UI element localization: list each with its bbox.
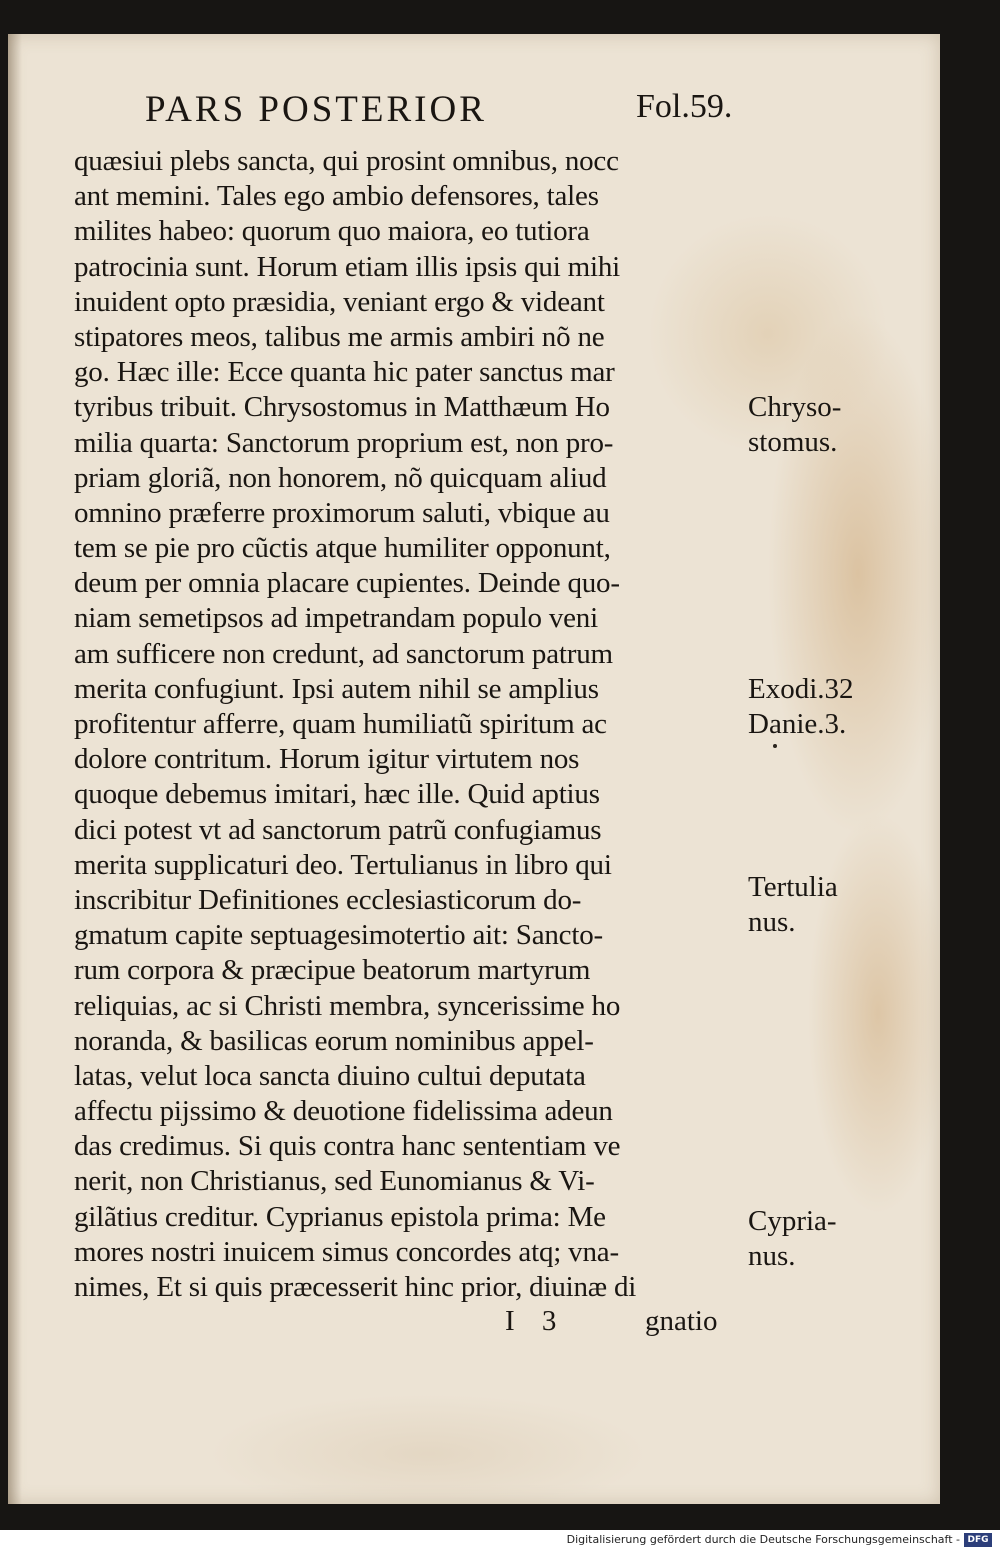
margin-note-line: Cypria- <box>748 1205 837 1237</box>
margin-note-line: nus. <box>748 906 796 939</box>
text-line: das credimus. Si quis contra hanc sententiam ve <box>74 1130 621 1163</box>
margin-note-line: Tertulia <box>748 871 838 903</box>
text-line: inscribitur Definitiones ecclesiasticorum do- <box>74 883 582 916</box>
text-line: ant memini. Tales ego ambio defensores, tales <box>74 180 599 213</box>
margin-note-exodi-danie <box>748 672 854 742</box>
text-line: omnino præferre proximorum saluti, vbique au <box>74 496 610 529</box>
text-line: stipatores meos, talibus me armis ambiri nõ ne <box>74 320 605 353</box>
funding-credit: Digitalisierung gefördert durch die Deutsche Forschungsgemeinschaft - <box>566 1533 960 1546</box>
text-line: gmatum capite septuagesimotertio ait: Sancto- <box>74 919 603 952</box>
margin-note-line: stomus. <box>748 426 838 459</box>
text-line: tyribus tribuit. Chrysostomus in Matthæum Ho <box>74 391 610 424</box>
margin-note-chrysostomus <box>748 390 841 460</box>
catchword: gnatio <box>645 1305 718 1337</box>
text-line: merita supplicaturi deo. Tertulianus in libro qui <box>74 848 612 881</box>
margin-note-cyprianus <box>748 1204 837 1274</box>
text-line: go. Hæc ille: Ecce quanta hic pater sanctus mar <box>74 356 615 389</box>
text-line: rum corpora & præcipue beatorum martyrum <box>74 954 591 987</box>
ink-speck <box>773 744 777 748</box>
text-line: tem se pie pro cũctis atque humiliter opponunt, <box>74 532 611 565</box>
text-line: affectu pijssimo & deuotione fidelissima adeun <box>74 1095 613 1128</box>
text-line: quæsiui plebs sancta, qui prosint omnibus, nocc <box>74 145 619 177</box>
folio-number: Fol.59. <box>636 88 733 125</box>
text-line: dici potest vt ad sanctorum patrũ confugiamus <box>74 813 602 846</box>
margin-note-line: Exodi.32 <box>748 673 854 705</box>
text-line: priam gloriã, non honorem, nõ quicquam aliud <box>74 461 607 494</box>
margin-note-line: Danie.3. <box>748 708 847 741</box>
text-line: dolore contritum. Horum igitur virtutem nos <box>74 743 580 776</box>
text-line: nerit, non Christianus, sed Eunomianus & Vi- <box>74 1165 595 1198</box>
text-line: mores nostri inuicem simus concordes atq; vna- <box>74 1235 619 1268</box>
text-line: gilãtius creditur. Cyprianus epistola prima: Me <box>74 1200 606 1233</box>
margin-note-tertulianus <box>748 870 838 940</box>
page-binding-shadow <box>8 34 22 1504</box>
text-line: am sufficere non credunt, ad sanctorum patrum <box>74 637 613 670</box>
text-line: inuident opto præsidia, veniant ergo & videant <box>74 285 605 318</box>
text-line: profitentur afferre, quam humiliatũ spiritum ac <box>74 708 607 740</box>
text-line: milia quarta: Sanctorum proprium est, non pro- <box>74 426 614 459</box>
text-line: latas, velut loca sancta diuino cultui deputata <box>74 1059 586 1092</box>
text-line: merita confugiunt. Ipsi autem nihil se amplius <box>74 672 599 705</box>
text-line: noranda, & basilicas eorum nominibus appel- <box>74 1024 594 1057</box>
signature-mark: I 3 <box>505 1305 567 1337</box>
margin-note-line: nus. <box>748 1240 796 1273</box>
margin-note-line: Chryso- <box>748 391 842 423</box>
dfg-logo: DFG <box>964 1533 992 1547</box>
text-line: milites habeo: quorum quo maiora, eo tutiora <box>74 215 590 248</box>
text-line: deum per omnia placare cupientes. Deinde quo- <box>74 567 620 600</box>
text-line: patrocinia sunt. Horum etiam illis ipsis qui mihi <box>74 250 620 283</box>
body-text <box>74 144 744 1305</box>
text-line: niam semetipsos ad impetrandam populo veni <box>74 602 598 635</box>
running-head: PARS POSTERIOR <box>145 89 487 130</box>
text-line: quoque debemus imitari, hæc ille. Quid aptius <box>74 778 600 811</box>
text-line: nimes, Et si quis præcesserit hinc prior, diuinæ di <box>74 1271 637 1303</box>
text-line: reliquias, ac si Christi membra, syncerissime ho <box>74 989 621 1022</box>
